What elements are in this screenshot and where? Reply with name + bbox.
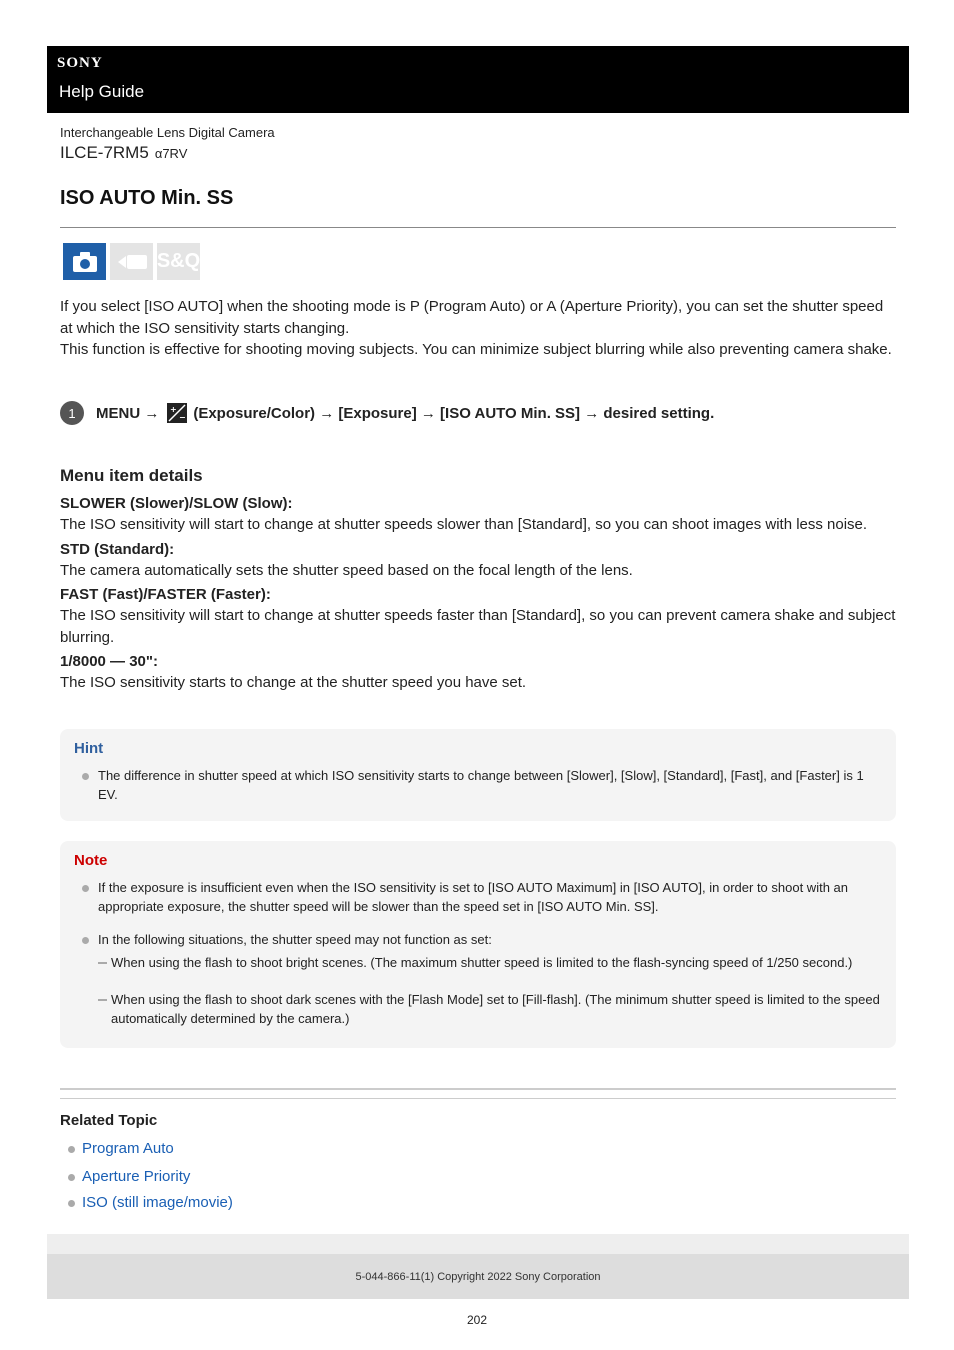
intro-paragraph: If you select [ISO AUTO] when the shooting mode is P (Program Auto) or A (Aperture Priority), you can set the shutter speed at which the ISO sensitivity starts changing. (60, 298, 884, 337)
note-item-text: If the exposure is insufficient even when the ISO sensitivity is set to [ISO AUTO Maximum] in [ISO AUTO], in order to shoot with an appropriate exposure, the shutter speed will be slower than the speed set in [ISO AUTO Min. SS]. (98, 880, 848, 914)
product-model (60, 143, 187, 163)
detail-desc: The ISO sensitivity will start to change at shutter speeds faster than [Standard], so you can prevent camera shake and subject blurring. (60, 607, 896, 646)
detail-desc: The camera automatically sets the shutter speed based on the focal length of the lens. (60, 561, 633, 579)
note-item-text: In the following situations, the shutter speed may not function as set: (98, 932, 492, 947)
step-text-path: (Exposure/Color) → [Exposure] → [ISO AUTO Min. SS] → desired setting. (193, 404, 715, 422)
shooting-mode-icons (63, 243, 200, 280)
intro-paragraph: This function is effective for shooting moving subjects. You can minimize subject blurring while also preventing camera shake. (60, 341, 892, 358)
site-header (47, 46, 909, 113)
exposure-color-icon (167, 403, 187, 423)
detail-term: STD (Standard): (60, 540, 175, 558)
hint-title: Hint (74, 740, 104, 757)
step-text-menu: MENU → (96, 404, 160, 422)
still-image-mode-icon (63, 243, 106, 280)
model-number: ILCE-7RM5 (60, 143, 149, 162)
related-link-aperture-priority[interactable] (82, 1168, 190, 1185)
detail-desc: The ISO sensitivity starts to change at the shutter speed you have set. (60, 674, 527, 691)
product-type: Interchangeable Lens Digital Camera (60, 125, 275, 140)
help-guide-title[interactable]: Help Guide (59, 82, 145, 101)
procedure-step (60, 401, 896, 425)
page-title: ISO AUTO Min. SS (60, 187, 234, 209)
footer-band (47, 1234, 909, 1254)
related-link-label[interactable]: Aperture Priority (82, 1168, 191, 1185)
divider (60, 1088, 896, 1090)
bullet-icon (68, 1200, 75, 1207)
bullet-icon (68, 1174, 75, 1181)
note-subitem (111, 954, 886, 973)
copyright-text: 5-044-866-11(1) Copyright 2022 Sony Corporation (355, 1270, 601, 1283)
related-link-label[interactable]: Program Auto (82, 1140, 174, 1157)
detail-term: 1/8000 — 30": (60, 653, 159, 670)
sony-logo[interactable]: SONY (57, 55, 103, 71)
footer (47, 1254, 909, 1299)
note-title: Note (74, 852, 108, 869)
note-subitem-text: When using the flash to shoot dark scenes with the [Flash Mode] set to [Fill-flash]. (The minimum shutter speed is limited to the speed automatically determined by the camera.) (111, 992, 880, 1026)
movie-mode-icon (110, 243, 153, 280)
note-subitem-text: When using the flash to shoot bright scenes. (The maximum shutter speed is limited to the flash-syncing speed of 1/250 second.) (111, 955, 853, 970)
hint-item-text: The difference in shutter speed at which ISO sensitivity starts to change between [Slower], [Slow], [Standard], [Fast], and [Faster] is 1 EV. (98, 768, 864, 802)
note-item (98, 931, 884, 950)
related-link-program-auto[interactable] (82, 1140, 174, 1157)
hint-item (98, 767, 884, 804)
related-topic-title: Related Topic (60, 1112, 158, 1129)
step-number: 1 (60, 401, 84, 425)
bullet-icon (82, 885, 89, 892)
menu-details-list (60, 494, 896, 698)
note-item (98, 879, 884, 916)
svg-text:+: + (170, 405, 178, 414)
dash-icon (98, 999, 107, 1001)
model-alpha: α7RV (154, 146, 188, 161)
bullet-icon (82, 937, 89, 944)
divider (60, 1098, 896, 1099)
bullet-icon (82, 773, 89, 780)
bullet-icon (68, 1146, 75, 1153)
hint-box (60, 729, 896, 821)
note-subitem (111, 991, 886, 1028)
detail-term: FAST (Fast)/FASTER (Faster): (60, 586, 271, 603)
related-link-iso[interactable] (82, 1194, 233, 1211)
dash-icon (98, 962, 107, 964)
related-link-label[interactable]: ISO (still image/movie) (82, 1194, 233, 1211)
detail-term: SLOWER (Slower)/SLOW (Slow): (60, 495, 293, 512)
detail-desc: The ISO sensitivity will start to change at shutter speeds slower than [Standard], so you can shoot images with less noise. (60, 516, 868, 533)
menu-details-title: Menu item details (60, 466, 203, 485)
sq-mode-icon: S&Q (157, 243, 200, 280)
intro-text (60, 296, 896, 361)
note-box (60, 841, 896, 1048)
title-divider (60, 227, 896, 228)
svg-text:−: − (179, 413, 187, 422)
page-number: 202 (466, 1313, 488, 1327)
